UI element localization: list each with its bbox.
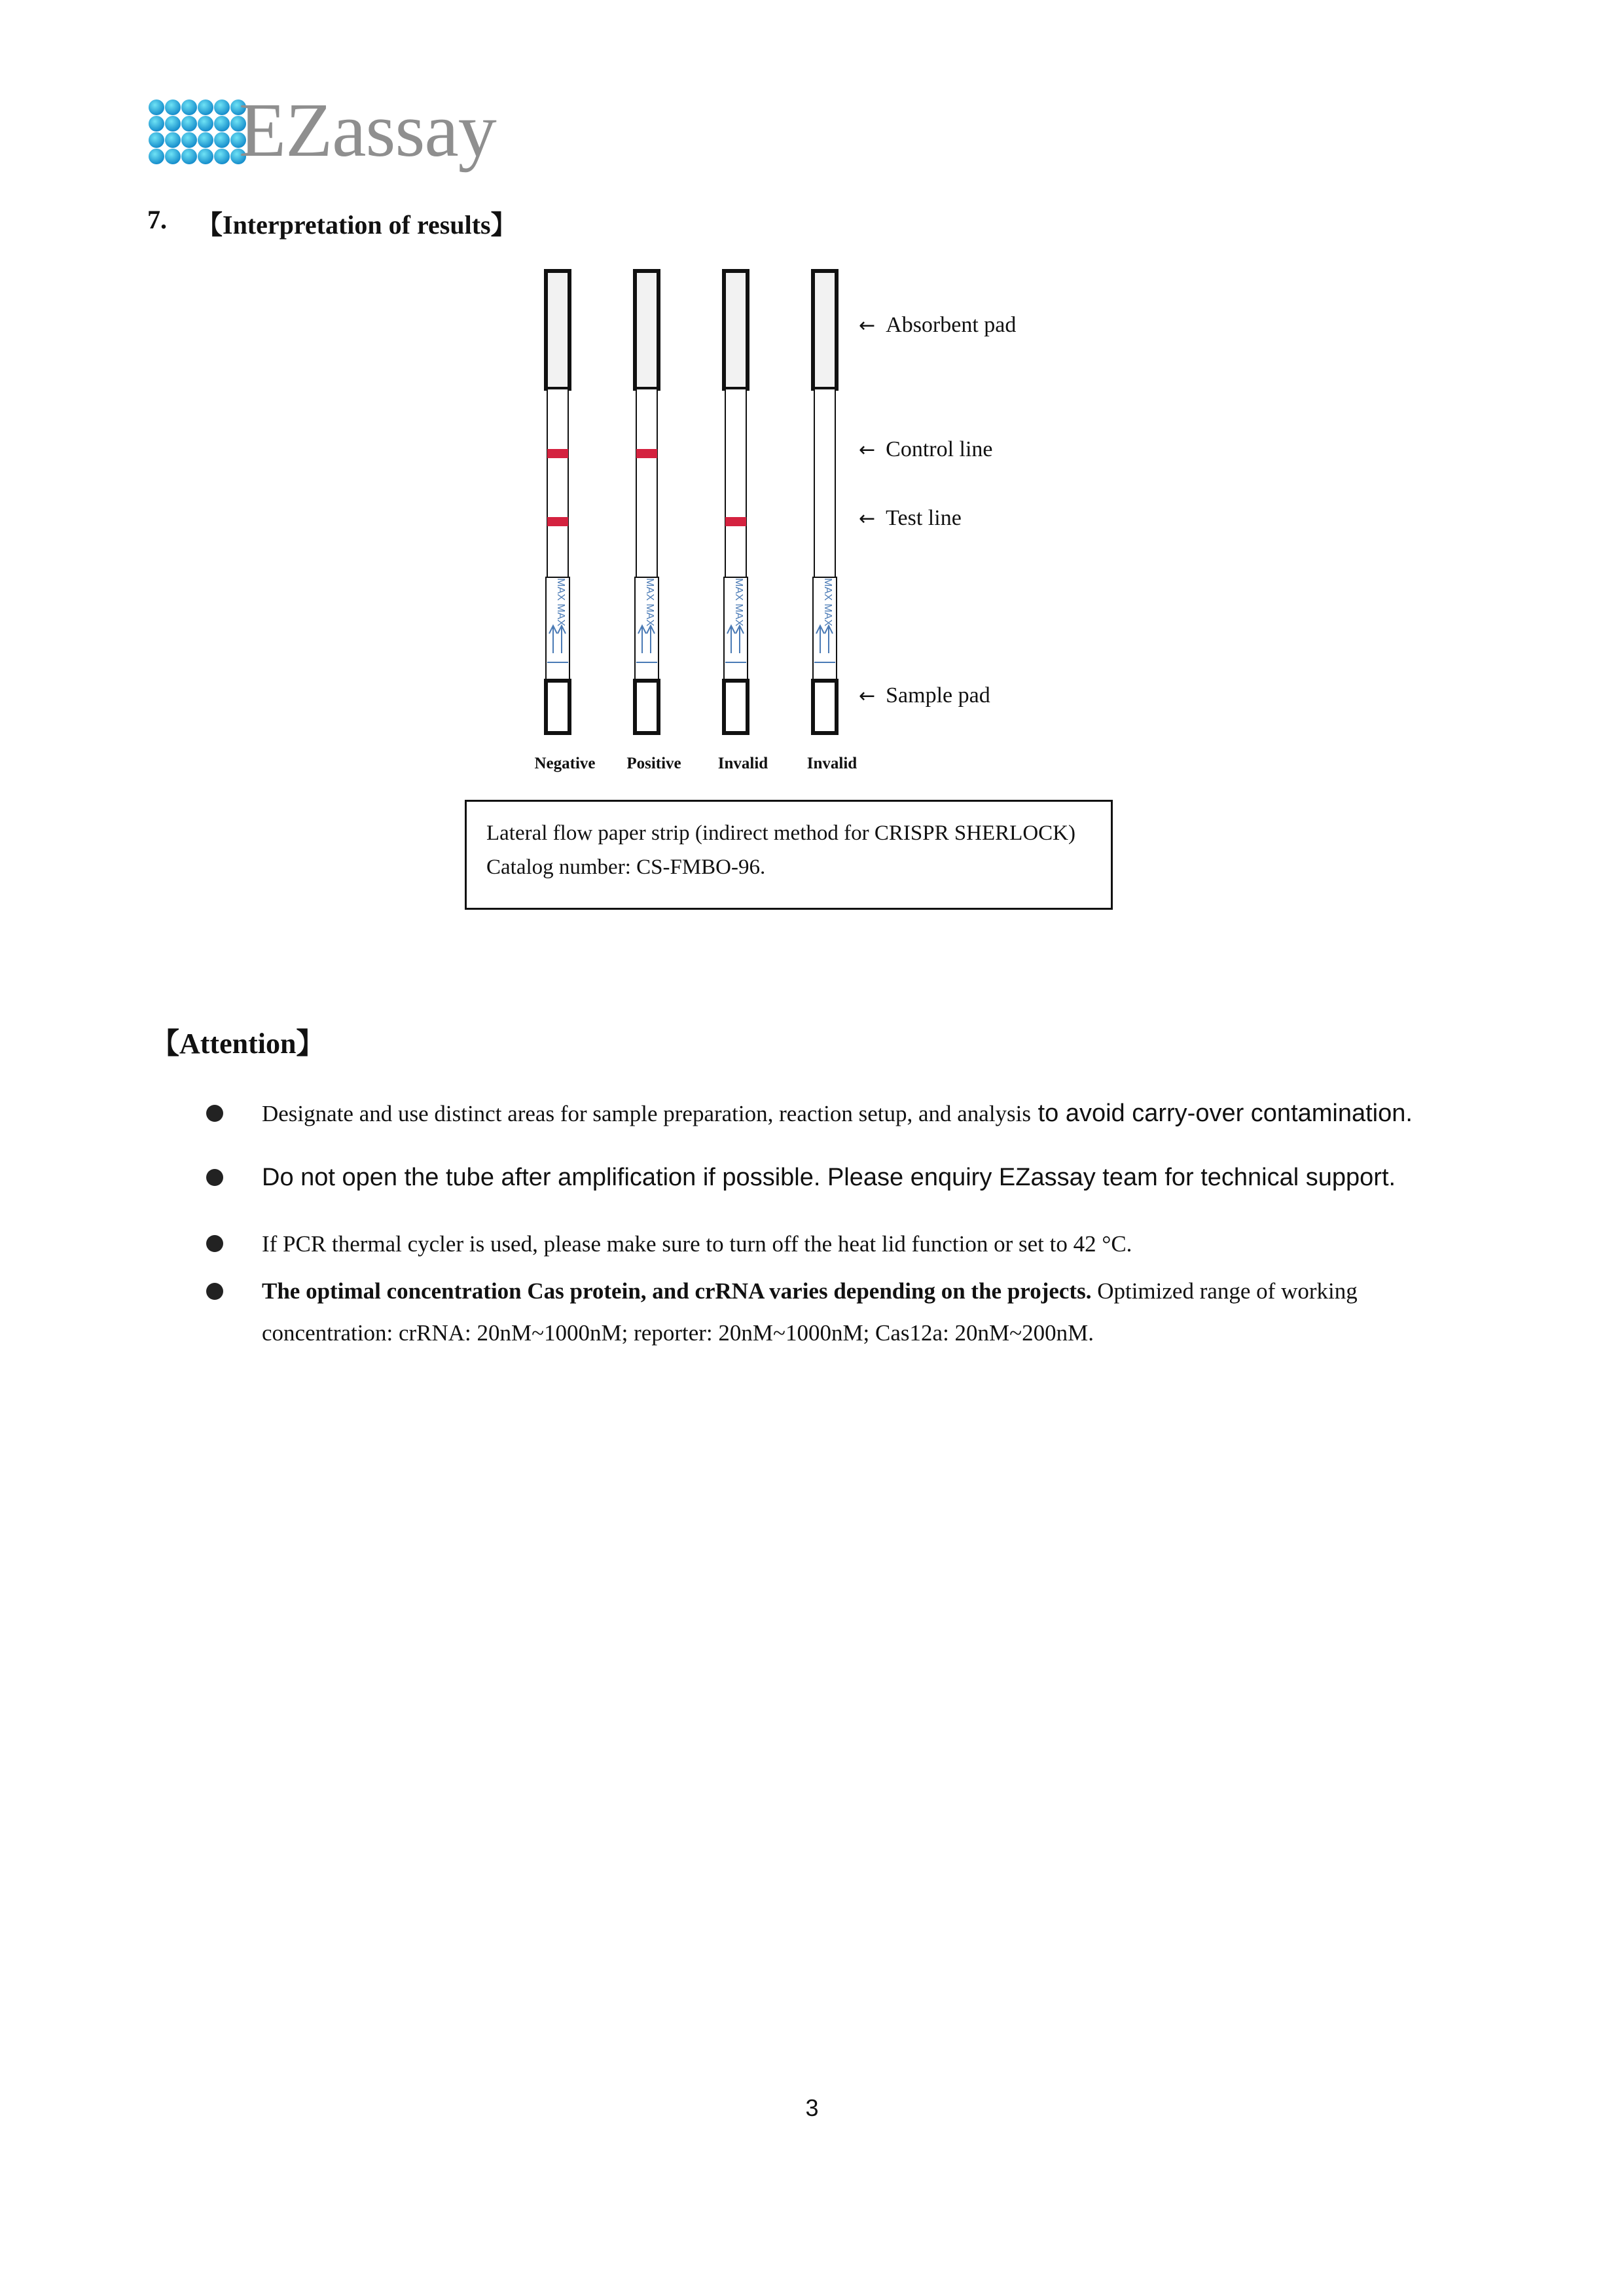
figure-caption-box [465, 800, 1113, 910]
sample-pad [635, 681, 659, 733]
section-number: 7. [147, 205, 167, 234]
strip-label-invalid-2: Invalid [806, 755, 857, 772]
logo-dot [165, 132, 181, 148]
section-title: 【Interpretation of results】 [196, 210, 517, 240]
absorbent-pad [546, 271, 569, 389]
membrane [547, 389, 568, 577]
page-number: 3 [805, 2094, 819, 2121]
strip-label-positive: Positive [626, 755, 681, 772]
logo-dot [165, 116, 181, 132]
bullet-icon [206, 1283, 223, 1300]
sample-pad [724, 681, 748, 733]
attention-item-4: The optimal concentration Cas protein, and crRNA varies depending on the projects. Optimized range of working concentration: crRNA: 20nM~1000nM; reporter: 20nM~1000nM; Cas12a: 20nM~200nM. [262, 1278, 1358, 1346]
caption-catalog: Catalog number: CS-FMBO-96. [486, 855, 766, 879]
sample-pad [813, 681, 837, 733]
strip-1 [635, 271, 659, 733]
lateral-flow-strips-figure [511, 262, 1165, 785]
membrane [814, 389, 835, 577]
logo-dot [181, 99, 197, 115]
sample-pad [546, 681, 569, 733]
logo-dot [181, 132, 197, 148]
left-arrow-icon: ← [859, 314, 876, 337]
callout-test-line: ← Test line [859, 506, 962, 530]
bullet-icon [206, 1105, 223, 1122]
logo-dot [165, 149, 181, 164]
absorbent-pad [635, 271, 659, 389]
logo-dot [214, 116, 230, 132]
left-arrow-icon: ← [859, 685, 876, 708]
max-label: MAX MAX [644, 578, 655, 626]
test-line [725, 517, 746, 526]
logo-dot [198, 149, 213, 164]
logo-dot [198, 99, 213, 115]
strip-3 [813, 271, 837, 733]
logo-dot [149, 116, 164, 132]
logo-dot [149, 132, 164, 148]
logo-dot [149, 149, 164, 164]
logo-dot [149, 99, 164, 115]
max-label: MAX MAX [822, 578, 833, 626]
attention-item-2: Do not open the tube after amplification if possible. Please enquiry EZassay team for technical support. [262, 1164, 1396, 1191]
callout-sample-pad: ← Sample pad [859, 683, 990, 708]
max-label: MAX MAX [555, 578, 566, 626]
callout-absorbent-pad: ← Absorbent pad [859, 313, 1017, 337]
attention-item-3: If PCR thermal cycler is used, please make sure to turn off the heat lid function or set to 42 °C. [262, 1231, 1132, 1257]
logo-dot [214, 149, 230, 164]
left-arrow-icon: ← [859, 507, 876, 530]
attention-title: 【Attention】 [151, 1028, 325, 1060]
test-line [547, 517, 568, 526]
callout-control-line: ← Control line [859, 437, 993, 461]
strip-0 [546, 271, 569, 733]
logo-dot [198, 132, 213, 148]
control-line [547, 449, 568, 458]
logo-wordmark: EZassay [239, 87, 496, 173]
logo-dot [214, 99, 230, 115]
absorbent-pad [724, 271, 748, 389]
attention-item-1: Designate and use distinct areas for sample preparation, reaction setup, and analysis to avoid carry-over contamination. [262, 1100, 1413, 1127]
bullet-icon [206, 1169, 223, 1186]
bullet-icon [206, 1235, 223, 1252]
strip-label-invalid-1: Invalid [717, 755, 768, 772]
logo-dot [181, 116, 197, 132]
control-line [636, 449, 657, 458]
logo-dot [214, 132, 230, 148]
max-label: MAX MAX [733, 578, 744, 626]
membrane [725, 389, 746, 577]
caption-product: Lateral flow paper strip (indirect method for CRISPR SHERLOCK) [486, 821, 1076, 845]
left-arrow-icon: ← [859, 439, 876, 461]
absorbent-pad [813, 271, 837, 389]
logo-dot [181, 149, 197, 164]
strip-2 [724, 271, 748, 733]
logo-dot [198, 116, 213, 132]
strip-label-negative: Negative [534, 755, 596, 772]
membrane [636, 389, 657, 577]
logo-dot [165, 99, 181, 115]
